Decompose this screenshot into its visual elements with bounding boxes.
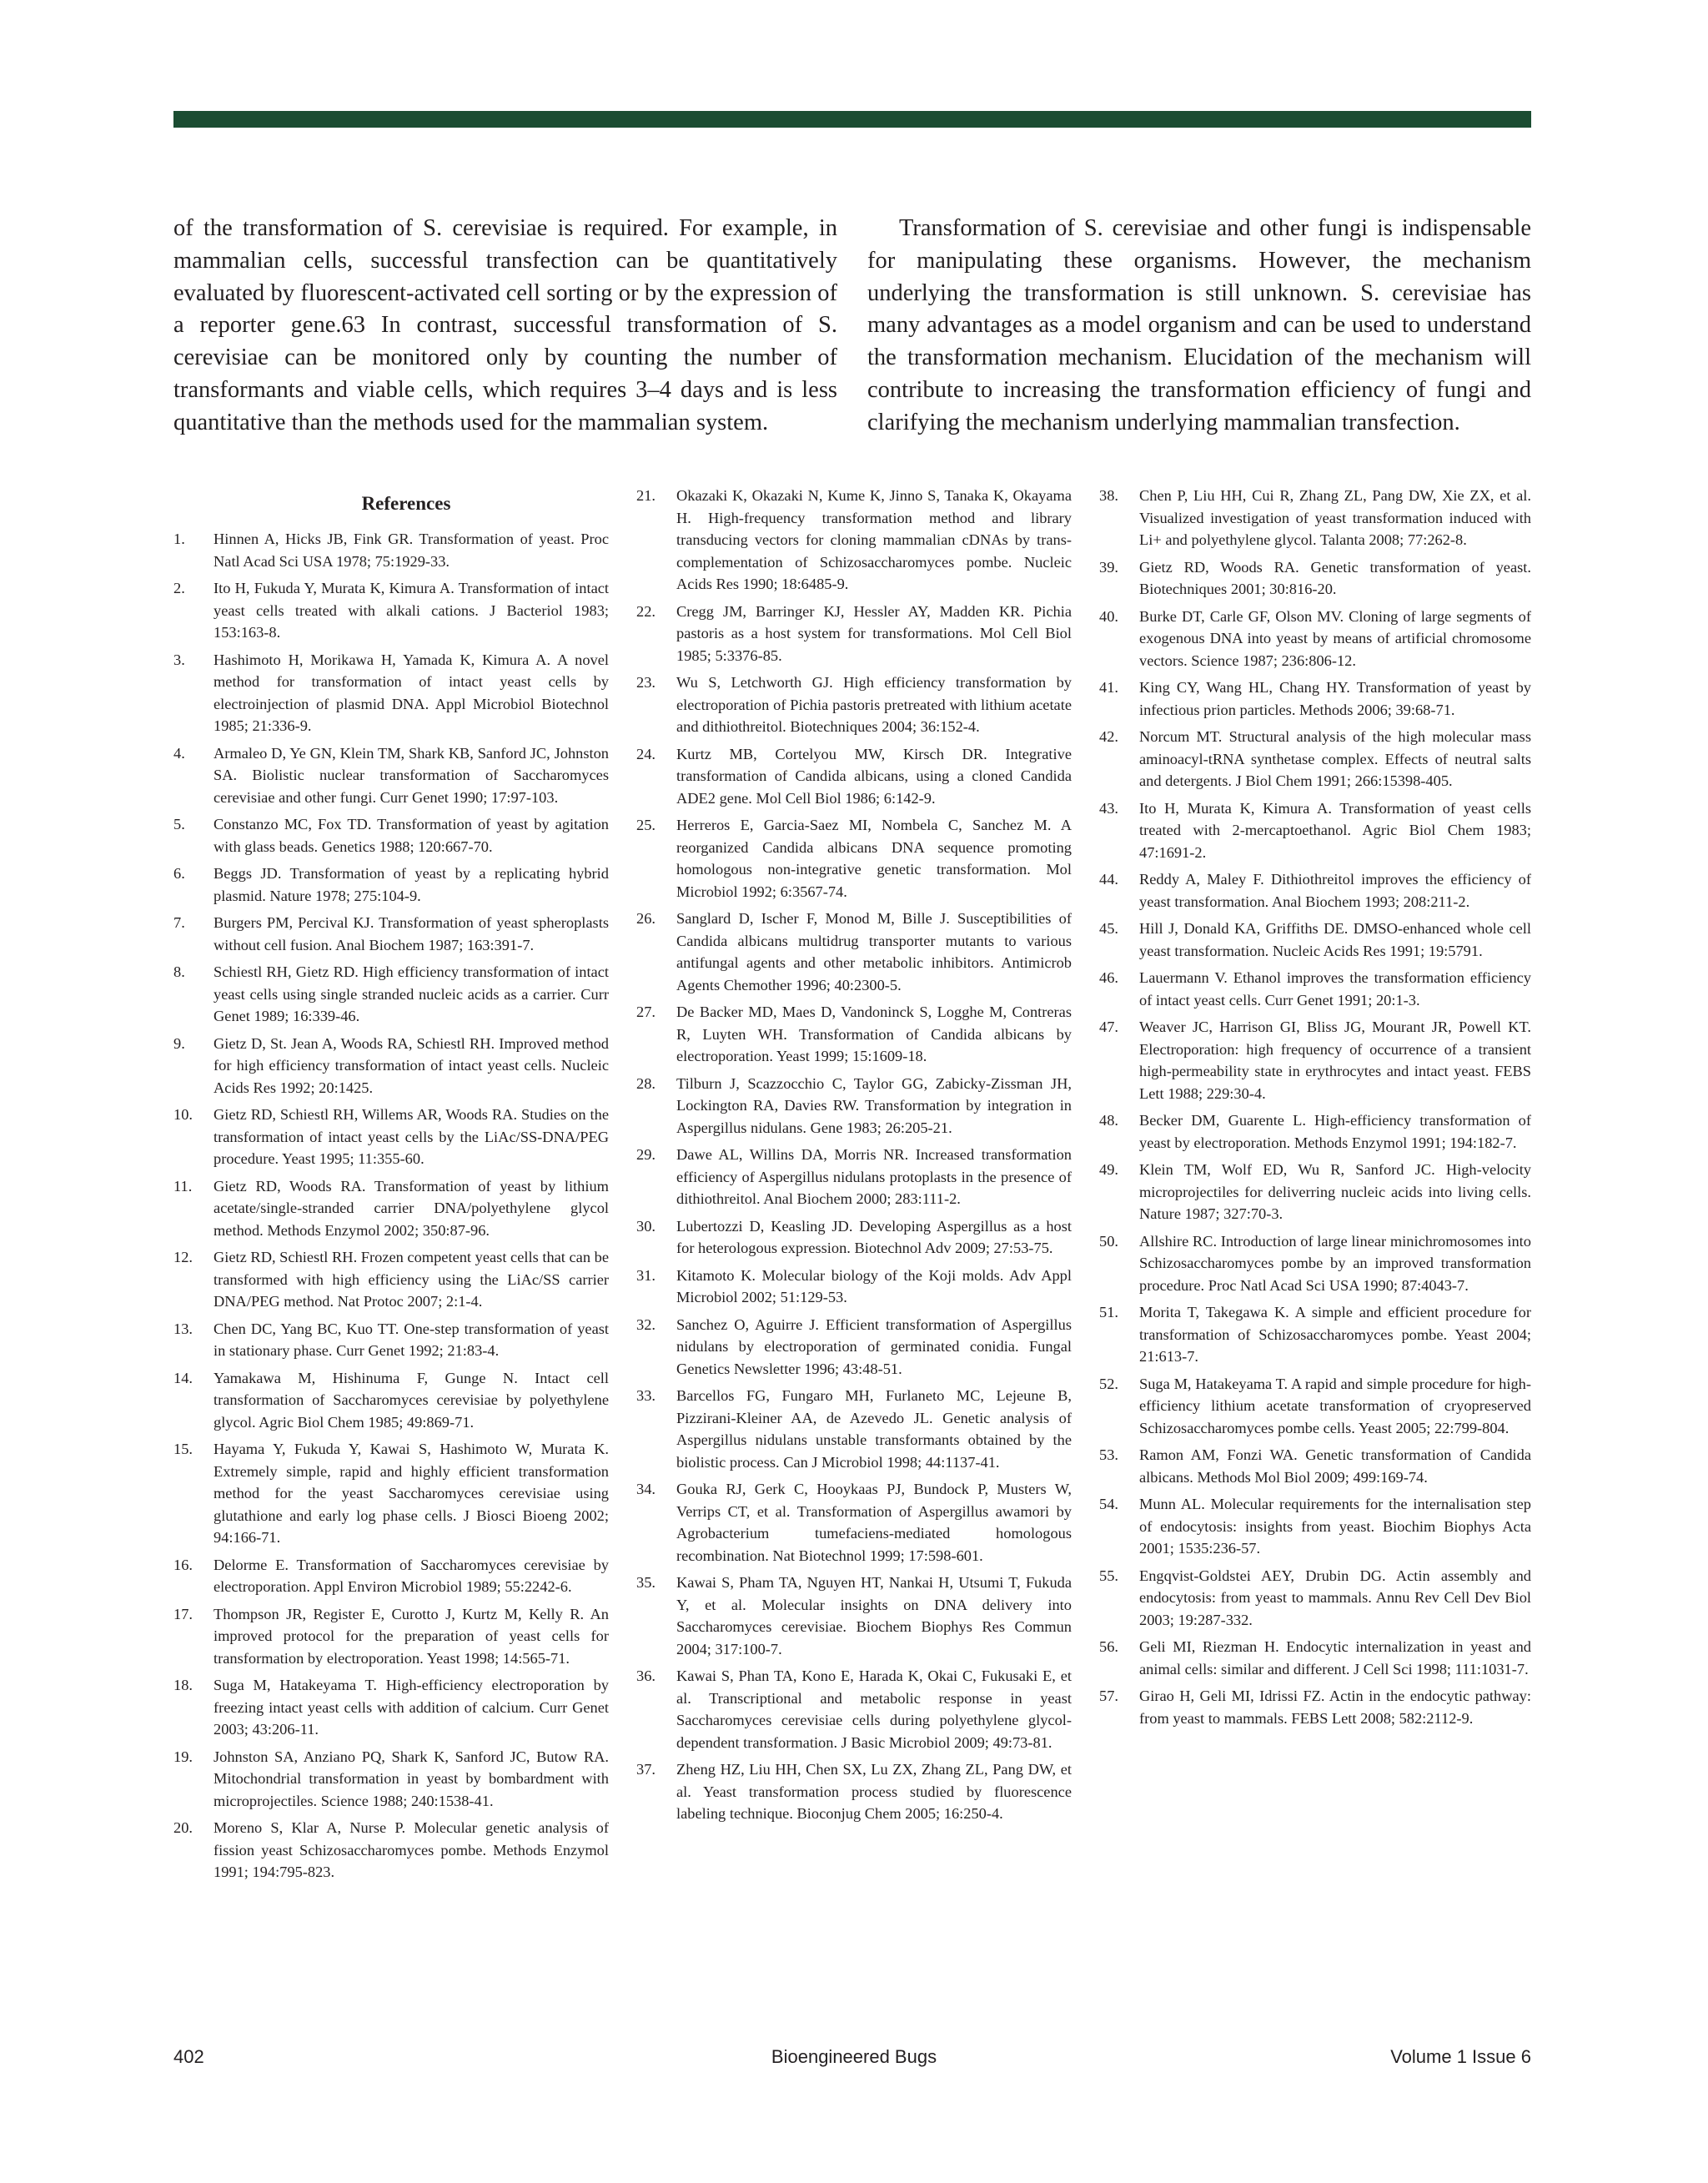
reference-number: 44. bbox=[1099, 871, 1118, 888]
reference-number: 16. bbox=[173, 1556, 193, 1573]
reference-number: 43. bbox=[1099, 799, 1118, 817]
reference-number: 22. bbox=[636, 602, 656, 620]
reference-number: 45. bbox=[1099, 920, 1118, 937]
reference-text: Geli MI, Riezman H. Endocytic internalization in yeast and animal cells: similar and different. J Cell Sci 1998; 111:1031-7. bbox=[1139, 1638, 1531, 1677]
reference-number: 55. bbox=[1099, 1567, 1118, 1584]
reference-text: King CY, Wang HL, Chang HY. Transformation of yeast by infectious prion particles. Methods 2006; 39:68-71. bbox=[1139, 679, 1531, 718]
reference-text: Allshire RC. Introduction of large linear minichromosomes into Schizosaccharomyces pombe by an improved transformation procedure. Proc Natl Acad Sci USA 1990; 87:4043-7. bbox=[1139, 1232, 1531, 1294]
reference-item bbox=[1099, 868, 1531, 913]
reference-item bbox=[636, 1758, 1072, 1825]
reference-item bbox=[636, 671, 1072, 738]
reference-item bbox=[173, 1603, 609, 1670]
reference-number: 5. bbox=[173, 816, 185, 832]
reference-number: 19. bbox=[173, 1748, 193, 1765]
reference-item bbox=[1099, 677, 1531, 721]
reference-number: 18. bbox=[173, 1677, 193, 1693]
reference-item bbox=[1099, 485, 1531, 551]
reference-number: 3. bbox=[173, 651, 185, 668]
reference-text: Norcum MT. Structural analysis of the high molecular mass aminoacyl-tRNA synthetase complex. Effects of neutral salts and detergents. J Biol Chem 1991; 266:15398-405. bbox=[1139, 728, 1531, 789]
reference-number: 49. bbox=[1099, 1161, 1118, 1178]
reference-item bbox=[1099, 1016, 1531, 1104]
reference-item bbox=[1099, 1636, 1531, 1680]
reference-text: Herreros E, Garcia-Saez MI, Nombela C, Sanchez M. A reorganized Candida albicans DNA sequence promoting homologous non-integrative genetic transformation. Mol Microbiol 1992; 6:3567-74. bbox=[676, 817, 1072, 900]
reference-item bbox=[1099, 797, 1531, 864]
reference-text: Sanglard D, Ischer F, Monod M, Bille J. Susceptibilities of Candida albicans multidrug transporter mutants to various antifungal agents and other metabolic inhibitors. Antimicrob Agents Chemother 1996; 40:2300-5. bbox=[676, 910, 1072, 993]
reference-number: 20. bbox=[173, 1819, 193, 1836]
reference-text: Munn AL. Molecular requirements for the internalisation step of endocytosis: insights from yeast. Biochim Biophys Acta 2001; 1535:236-57. bbox=[1139, 1496, 1531, 1557]
reference-number: 38. bbox=[1099, 487, 1118, 504]
reference-text: Zheng HZ, Liu HH, Chen SX, Lu ZX, Zhang ZL, Pang DW, et al. Yeast transformation process studied by fluorescence labeling technique. Bioconjug Chem 2005; 16:250-4. bbox=[676, 1761, 1072, 1822]
reference-number: 6. bbox=[173, 865, 185, 882]
reference-number: 8. bbox=[173, 963, 185, 980]
references-column-2 bbox=[636, 485, 1072, 1830]
reference-item bbox=[1099, 1444, 1531, 1488]
issue-label: Volume 1 Issue 6 bbox=[1390, 2046, 1531, 2067]
reference-text: Lubertozzi D, Keasling JD. Developing Aspergillus as a host for heterologous expression. Biotechnol Adv 2009; 27:53-75. bbox=[676, 1217, 1072, 1256]
reference-text: Chen DC, Yang BC, Kuo TT. One-step transformation of yeast in stationary phase. Curr Genet 1992; 21:83-4. bbox=[214, 1320, 609, 1359]
reference-number: 27. bbox=[636, 1003, 656, 1020]
reference-text: Moreno S, Klar A, Nurse P. Molecular genetic analysis of fission yeast Schizosaccharomyces pombe. Methods Enzymol 1991; 194:795-823. bbox=[214, 1819, 609, 1880]
reference-item bbox=[636, 1144, 1072, 1210]
intro-column-left bbox=[173, 213, 837, 440]
reference-text: Weaver JC, Harrison GI, Bliss JG, Mourant JR, Powell KT. Electroporation: high frequency of occurrence of a transient high-permeability state in erythrocytes and intact yeast. FEBS Lett 1988; 229:30-4. bbox=[1139, 1019, 1531, 1102]
reference-number: 14. bbox=[173, 1369, 193, 1386]
reference-number: 24. bbox=[636, 745, 656, 762]
reference-item bbox=[636, 814, 1072, 903]
reference-number: 46. bbox=[1099, 969, 1118, 986]
reference-text: Becker DM, Guarente L. High-efficiency transformation of yeast by electroporation. Methods Enzymol 1991; 194:182-7. bbox=[1139, 1112, 1531, 1151]
reference-number: 40. bbox=[1099, 607, 1118, 625]
reference-text: Burgers PM, Percival KJ. Transformation of yeast spheroplasts without cell fusion. Anal Biochem 1987; 163:391-7. bbox=[214, 914, 609, 953]
reference-item bbox=[1099, 1565, 1531, 1632]
reference-number: 26. bbox=[636, 910, 656, 927]
reference-text: Gietz RD, Woods RA. Genetic transformation of yeast. Biotechniques 2001; 30:816-20. bbox=[1139, 558, 1531, 597]
reference-text: Lauermann V. Ethanol improves the transformation efficiency of intact yeast cells. Curr Genet 1991; 20:1-3. bbox=[1139, 969, 1531, 1009]
reference-item bbox=[1099, 1493, 1531, 1560]
reference-number: 42. bbox=[1099, 728, 1118, 745]
reference-number: 39. bbox=[1099, 558, 1118, 576]
reference-item bbox=[173, 1246, 609, 1313]
reference-item bbox=[636, 1073, 1072, 1139]
reference-text: Kawai S, Pham TA, Nguyen HT, Nankai H, Utsumi T, Fukuda Y, et al. Molecular insights on DNA delivery into Saccharomyces cerevisiae. Biochem Biophys Res Commun 2004; 317:100-7. bbox=[676, 1574, 1072, 1657]
reference-text: Kitamoto K. Molecular biology of the Koji molds. Adv Appl Microbiol 2002; 51:129-53. bbox=[676, 1266, 1072, 1305]
reference-number: 29. bbox=[636, 1146, 656, 1163]
reference-item bbox=[173, 528, 609, 572]
reference-item bbox=[173, 1318, 609, 1362]
reference-item bbox=[173, 649, 609, 737]
reference-number: 47. bbox=[1099, 1019, 1118, 1035]
reference-number: 30. bbox=[636, 1217, 656, 1235]
reference-item bbox=[173, 742, 609, 809]
reference-text: Ito H, Murata K, Kimura A. Transformation of yeast cells treated with 2-mercaptoethanol. Agric Biol Chem 1983; 47:1691-2. bbox=[1139, 799, 1531, 861]
reference-number: 13. bbox=[173, 1320, 193, 1337]
reference-text: Gietz D, St. Jean A, Woods RA, Schiestl RH. Improved method for high efficiency transformation of intact yeast cells. Nucleic Acids Res 1992; 20:1425. bbox=[214, 1034, 609, 1096]
reference-item bbox=[636, 1314, 1072, 1381]
reference-item bbox=[173, 1438, 609, 1549]
reference-text: Gouka RJ, Gerk C, Hooykaas PJ, Bundock P, Musters W, Verrips CT, et al. Transformation of Aspergillus awamori by Agrobacterium tumefaciens-mediated homologous recombination. Nat Biotechnol 1999; 17:598-601. bbox=[676, 1481, 1072, 1564]
reference-text: Hinnen A, Hicks JB, Fink GR. Transformation of yeast. Proc Natl Acad Sci USA 1978; 75:1929-33. bbox=[214, 531, 609, 570]
reference-number: 57. bbox=[1099, 1688, 1118, 1704]
intro-paragraph-left: of the transformation of S. cerevisiae is required. For example, in mammalian cells, successful transfection can be quantitatively evaluated by fluorescent-activated cell sorting or by the expression of a reporter gene.63 In contrast, successful transformation of S. cerevisiae can be monitored only by counting the number of transformants and viable cells, which requires 3–4 days and is less quantitative than the methods used for the mammalian system. bbox=[173, 215, 837, 435]
reference-text: Constanzo MC, Fox TD. Transformation of yeast by agitation with glass beads. Genetics 1988; 120:667-70. bbox=[214, 816, 609, 855]
reference-text: Girao H, Geli MI, Idrissi FZ. Actin in the endocytic pathway: from yeast to mammals. FEBS Lett 2008; 582:2112-9. bbox=[1139, 1688, 1531, 1727]
reference-text: Okazaki K, Okazaki N, Kume K, Jinno S, Tanaka K, Okayama H. High-frequency transformation method and library transducing vectors for cloning mammalian cDNAs by trans-complementation of Schizosaccharomyces pombe. Nucleic Acids Res 1990; 18:6485-9. bbox=[676, 487, 1072, 592]
reference-text: Klein TM, Wolf ED, Wu R, Sanford JC. High-velocity microprojectiles for deliverring nucleic acids into living cells. Nature 1987; 327:70-3. bbox=[1139, 1161, 1531, 1222]
reference-item bbox=[636, 1001, 1072, 1068]
reference-item bbox=[636, 743, 1072, 810]
intro-paragraph-right: Transformation of S. cerevisiae and other fungi is indispensable for manipulating these organisms. However, the mechanism underlying the transformation is still unknown. S. cerevisiae has many advantages as a model organism and can be used to understand the transformation mechanism. Elucidation of the mechanism will contribute to increasing the transformation efficiency of fungi and clarifying the mechanism underlying mammalian transfection. bbox=[867, 215, 1531, 435]
reference-text: Reddy A, Maley F. Dithiothreitol improves the efficiency of yeast transformation. Anal Biochem 1993; 208:211-2. bbox=[1139, 871, 1531, 910]
reference-number: 2. bbox=[173, 580, 185, 596]
header-rule bbox=[173, 111, 1531, 128]
reference-item bbox=[636, 601, 1072, 667]
reference-text: Engqvist-Goldstei AEY, Drubin DG. Actin assembly and endocytosis: from yeast to mammals. Annu Rev Cell Dev Biol 2003; 19:287-332. bbox=[1139, 1567, 1531, 1628]
reference-number: 7. bbox=[173, 914, 185, 931]
reference-item bbox=[173, 912, 609, 956]
reference-text: Wu S, Letchworth GJ. High efficiency transformation by electroporation of Pichia pastoris pretreated with lithium acetate and dithiothreitol. Biotechniques 2004; 36:152-4. bbox=[676, 674, 1072, 735]
references-column-3 bbox=[1099, 485, 1531, 1734]
reference-text: Tilburn J, Scazzocchio C, Taylor GG, Zabicky-Zissman JH, Lockington RA, Davies RW. Transformation by integration in Aspergillus nidulans. Gene 1983; 26:205-21. bbox=[676, 1074, 1072, 1136]
reference-item bbox=[636, 908, 1072, 996]
reference-item bbox=[1099, 1230, 1531, 1297]
reference-text: Burke DT, Carle GF, Olson MV. Cloning of large segments of exogenous DNA into yeast by means of artificial chromosome vectors. Science 1987; 236:806-12. bbox=[1139, 607, 1531, 669]
reference-text: Cregg JM, Barringer KJ, Hessler AY, Madden KR. Pichia pastoris as a host system for transformations. Mol Cell Biol 1985; 5:3376-85. bbox=[676, 602, 1072, 664]
reference-item bbox=[1099, 726, 1531, 792]
journal-name: Bioengineered Bugs bbox=[771, 2046, 937, 2067]
reference-number: 28. bbox=[636, 1074, 656, 1092]
reference-number: 25. bbox=[636, 817, 656, 833]
reference-item bbox=[173, 1746, 609, 1813]
reference-text: Gietz RD, Schiestl RH, Willems AR, Woods RA. Studies on the transformation of intact yeast cells by the LiAc/SS-DNA/PEG procedure. Yeast 1995; 11:355-60. bbox=[214, 1106, 609, 1167]
reference-text: Gietz RD, Schiestl RH. Frozen competent yeast cells that can be transformed with high efficiency using the LiAc/SS carrier DNA/PEG method. Nat Protoc 2007; 2:1-4. bbox=[214, 1249, 609, 1310]
reference-number: 21. bbox=[636, 487, 656, 504]
reference-item bbox=[1099, 967, 1531, 1011]
reference-text: Gietz RD, Woods RA. Transformation of yeast by lithium acetate/single-stranded carrier DNA/polyethylene glycol method. Methods Enzymol 2002; 350:87-96. bbox=[214, 1177, 609, 1239]
reference-item bbox=[173, 1033, 609, 1099]
reference-text: Hayama Y, Fukuda Y, Kawai S, Hashimoto W, Murata K. Extremely simple, rapid and highly efficient transformation method for the yeast Saccharomyces cerevisiae using glutathione and early log phase cells. J Biosci Bioeng 2002; 94:166-71. bbox=[214, 1441, 609, 1546]
reference-text: Barcellos FG, Fungaro MH, Furlaneto MC, Lejeune B, Pizzirani-Kleiner AA, de Azevedo JL. Genetic analysis of Aspergillus nidulans unstable transformants obtained by the biolistic process. Can J Microbiol 1998; 44:1137-41. bbox=[676, 1387, 1072, 1471]
reference-item bbox=[636, 1572, 1072, 1660]
reference-number: 9. bbox=[173, 1034, 185, 1052]
reference-text: Kurtz MB, Cortelyou MW, Kirsch DR. Integrative transformation of Candida albicans, using a cloned Candida ADE2 gene. Mol Cell Biol 1986; 6:142-9. bbox=[676, 745, 1072, 807]
reference-item bbox=[173, 863, 609, 907]
reference-number: 41. bbox=[1099, 679, 1118, 696]
reference-item bbox=[1099, 606, 1531, 672]
reference-number: 36. bbox=[636, 1667, 656, 1684]
reference-item bbox=[636, 1265, 1072, 1309]
reference-number: 50. bbox=[1099, 1232, 1118, 1250]
reference-item bbox=[636, 1665, 1072, 1753]
reference-text: Hashimoto H, Morikawa H, Yamada K, Kimura A. A novel method for transformation of intact yeast cells by electroinjection of plasmid DNA. Appl Microbiol Biotechnol 1985; 21:336-9. bbox=[214, 651, 609, 734]
reference-text: Ramon AM, Fonzi WA. Genetic transformation of Candida albicans. Methods Mol Biol 2009; 499:169-74. bbox=[1139, 1446, 1531, 1486]
reference-text: De Backer MD, Maes D, Vandoninck S, Logghe M, Contreras R, Luyten WH. Transformation of Candida albicans by electroporation. Yeast 1999; 15:1609-18. bbox=[676, 1003, 1072, 1064]
reference-number: 23. bbox=[636, 674, 656, 691]
reference-item bbox=[1099, 1301, 1531, 1368]
reference-number: 35. bbox=[636, 1574, 656, 1591]
reference-number: 15. bbox=[173, 1441, 193, 1457]
reference-text: Dawe AL, Willins DA, Morris NR. Increased transformation efficiency of Aspergillus nidulans protoplasts in the presence of dithiothreitol. Anal Biochem 2000; 283:111-2. bbox=[676, 1146, 1072, 1207]
reference-number: 1. bbox=[173, 531, 185, 547]
reference-number: 10. bbox=[173, 1106, 193, 1123]
reference-item bbox=[173, 1175, 609, 1242]
reference-item bbox=[636, 1215, 1072, 1260]
reference-number: 51. bbox=[1099, 1304, 1118, 1320]
reference-item bbox=[1099, 1373, 1531, 1440]
reference-number: 33. bbox=[636, 1387, 656, 1404]
reference-item bbox=[173, 1554, 609, 1598]
reference-number: 32. bbox=[636, 1315, 656, 1333]
reference-number: 11. bbox=[173, 1177, 193, 1195]
reference-number: 31. bbox=[636, 1266, 656, 1284]
reference-item bbox=[1099, 1685, 1531, 1729]
reference-number: 17. bbox=[173, 1605, 193, 1622]
reference-text: Hill J, Donald KA, Griffiths DE. DMSO-enhanced whole cell yeast transformation. Nucleic Acids Res 1991; 19:5791. bbox=[1139, 920, 1531, 959]
reference-number: 53. bbox=[1099, 1446, 1118, 1463]
reference-number: 12. bbox=[173, 1249, 193, 1265]
reference-item bbox=[173, 1104, 609, 1170]
references-column-1 bbox=[173, 485, 609, 1889]
reference-text: Thompson JR, Register E, Curotto J, Kurtz M, Kelly R. An improved protocol for the preparation of yeast cells for transformation by electroporation. Yeast 1998; 14:565-71. bbox=[214, 1605, 609, 1667]
reference-item bbox=[173, 577, 609, 644]
reference-item bbox=[1099, 1159, 1531, 1225]
reference-text: Yamakawa M, Hishinuma F, Gunge N. Intact cell transformation of Saccharomyces cerevisiae by polyethylene glycol. Agric Biol Chem 1985; 49:869-71. bbox=[214, 1369, 609, 1431]
reference-text: Suga M, Hatakeyama T. High-efficiency electroporation by freezing intact yeast cells with addition of calcium. Curr Genet 2003; 43:206-11. bbox=[214, 1677, 609, 1738]
reference-item bbox=[173, 961, 609, 1028]
reference-item bbox=[173, 1367, 609, 1434]
reference-text: Chen P, Liu HH, Cui R, Zhang ZL, Pang DW, Xie ZX, et al. Visualized investigation of yeast transformation induced with Li+ and polyethylene glycol. Talanta 2008; 77:262-8. bbox=[1139, 487, 1531, 548]
reference-number: 54. bbox=[1099, 1496, 1118, 1512]
reference-item bbox=[173, 813, 609, 858]
intro-column-right bbox=[867, 213, 1531, 440]
reference-text: Beggs JD. Transformation of yeast by a replicating hybrid plasmid. Nature 1978; 275:104-9. bbox=[214, 865, 609, 904]
reference-item bbox=[636, 1385, 1072, 1473]
reference-number: 4. bbox=[173, 744, 185, 762]
reference-text: Morita T, Takegawa K. A simple and efficient procedure for transformation of Schizosaccharomyces pombe. Yeast 2004; 21:613-7. bbox=[1139, 1304, 1531, 1365]
reference-item bbox=[173, 1674, 609, 1741]
reference-item bbox=[1099, 556, 1531, 601]
reference-text: Suga M, Hatakeyama T. A rapid and simple procedure for high-efficiency lithium acetate transformation of cryopreserved Schizosaccharomyces pombe cells. Yeast 2005; 22:799-804. bbox=[1139, 1375, 1531, 1436]
reference-item bbox=[1099, 1109, 1531, 1154]
reference-number: 37. bbox=[636, 1761, 656, 1778]
reference-item bbox=[1099, 918, 1531, 962]
reference-text: Sanchez O, Aguirre J. Efficient transformation of Aspergillus nidulans by electroporation of germinated conidia. Fungal Genetics Newsletter 1996; 43:48-51. bbox=[676, 1315, 1072, 1377]
reference-item bbox=[173, 1817, 609, 1884]
reference-text: Delorme E. Transformation of Saccharomyces cerevisiae by electroporation. Appl Environ Microbiol 1989; 55:2242-6. bbox=[214, 1556, 609, 1595]
reference-text: Kawai S, Phan TA, Kono E, Harada K, Okai C, Fukusaki E, et al. Transcriptional and metabolic response in yeast Saccharomyces cerevisiae cells during polyethylene glycol-dependent transformation. J Basic Microbiol 2009; 49:73-81. bbox=[676, 1667, 1072, 1751]
reference-number: 56. bbox=[1099, 1638, 1118, 1655]
page-number: 402 bbox=[173, 2046, 204, 2067]
references-heading: References bbox=[361, 493, 451, 514]
reference-text: Johnston SA, Anziano PQ, Shark K, Sanford JC, Butow RA. Mitochondrial transformation in yeast by bombardment with microprojectiles. Science 1988; 240:1538-41. bbox=[214, 1748, 609, 1809]
reference-number: 48. bbox=[1099, 1112, 1118, 1129]
reference-text: Ito H, Fukuda Y, Murata K, Kimura A. Transformation of intact yeast cells treated with alkali cations. J Bacteriol 1983; 153:163-8. bbox=[214, 580, 609, 641]
reference-number: 52. bbox=[1099, 1375, 1118, 1392]
reference-number: 34. bbox=[636, 1481, 656, 1497]
reference-item bbox=[636, 485, 1072, 596]
reference-text: Schiestl RH, Gietz RD. High efficiency transformation of intact yeast cells using single stranded nucleic acids as a carrier. Curr Genet 1989; 16:339-46. bbox=[214, 963, 609, 1024]
reference-text: Armaleo D, Ye GN, Klein TM, Shark KB, Sanford JC, Johnston SA. Biolistic nuclear transformation of Saccharomyces cerevisiae and other fungi. Curr Genet 1990; 17:97-103. bbox=[214, 744, 609, 806]
reference-item bbox=[636, 1478, 1072, 1567]
